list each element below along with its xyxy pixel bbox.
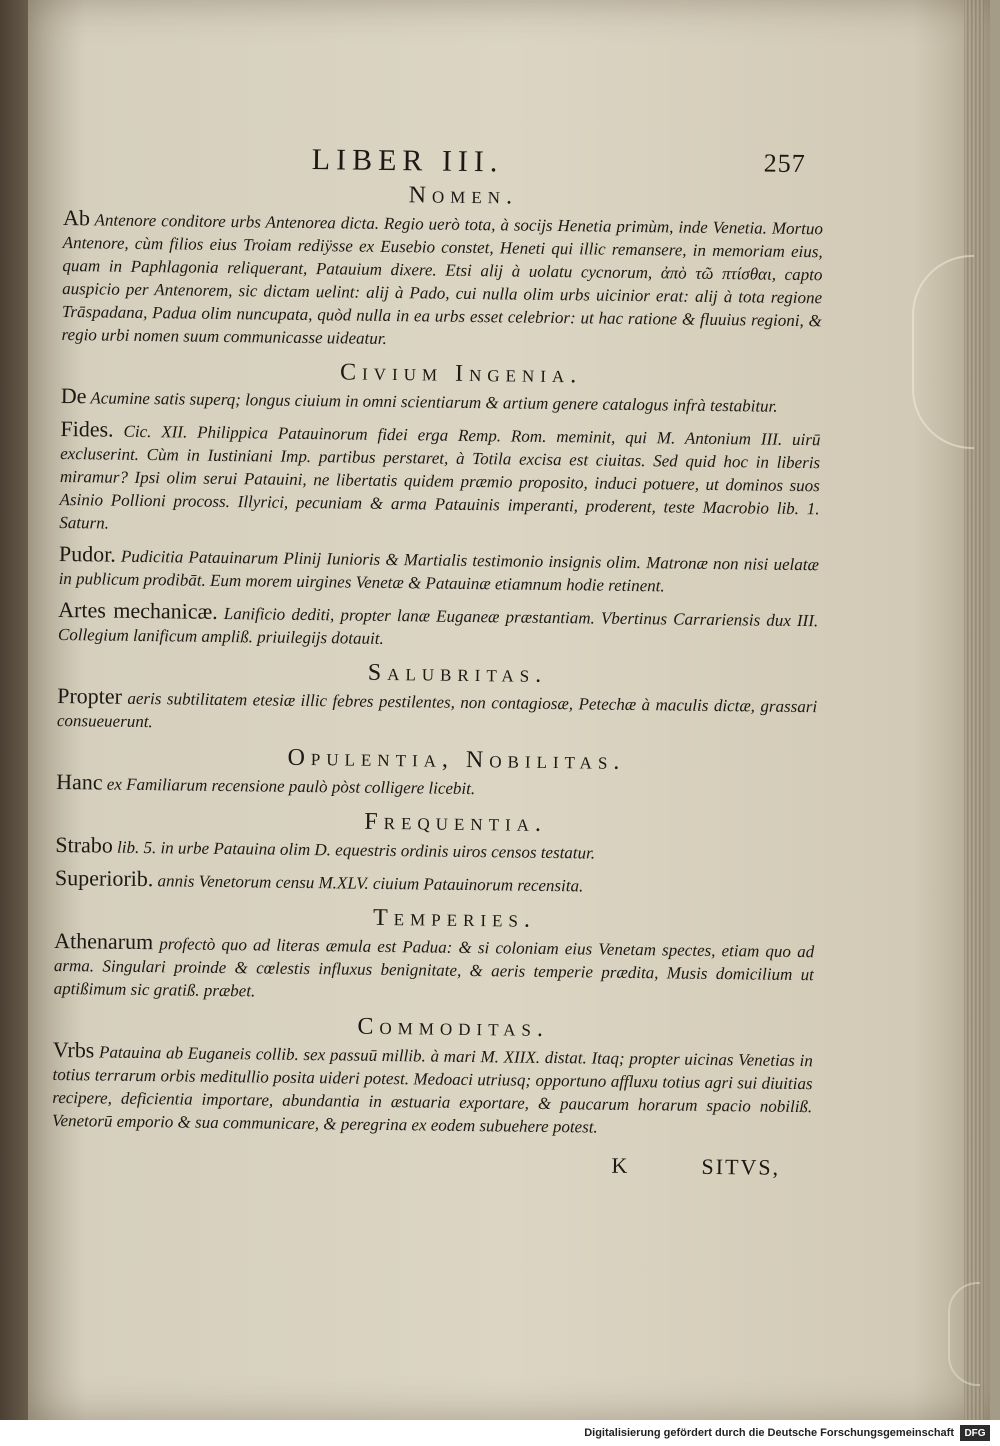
paragraph-lead-word: De — [60, 382, 87, 409]
digitization-footer — [0, 1420, 1000, 1446]
page-edge — [964, 0, 984, 1420]
paragraph-text: Patauina ab Euganeis collib. sex passuū millib. à mari M. XIIX. distat. Itaq; propter uicinas Venetias in totius terrarum orbis meditullio posita uideri potest. Medoaci utriusq; opportuno affluxu totius agri sui diuitias recipere, deficientia importare, abundantia in æstuaria exportare, & paucarum horarum spacio nobiliß. Venetorū emporio & sua communicare, & peregrina ex eodem subuehere potest. — [51, 1042, 813, 1137]
paragraph-text: Pudicitia Patauinarum Plinij Iunioris & Martialis testimonio insignis olim. Matronæ non nisi uelatæ in publicum prodibāt. Eum morem uirgines Venetæ & Patauinæ etiamnum hodie retinent. — [58, 546, 819, 596]
paragraph — [61, 206, 823, 355]
paragraph — [57, 684, 818, 741]
paragraph-text: ex Familiarum recensione paulò pòst colligere licebit. — [102, 774, 476, 799]
section-heading: Commoditas. — [357, 1013, 550, 1042]
paragraph-text: Acumine satis superq; longus ciuium in omni scientiarum & artium genere catalogus infrà testabitur. — [86, 388, 778, 416]
paragraph-text: lib. 5. in urbe Patauina olim D. equestris ordinis uiros censos testatur. — [112, 837, 596, 863]
catchword: SITVS, — [701, 1153, 781, 1180]
paragraph-lead-word: Strabo — [55, 831, 113, 858]
section-heading: Civium Ingenia. — [339, 359, 583, 389]
paragraph-text: Antenore conditore urbs Antenorea dicta. Regio uerò tota, à socijs Henetia primùm, inde Venetia. Mortuo Antenore, cùm filios eius Troiam rediÿsse ex Eusebio constet, Heneti qui illic remansere, in memoriam eius, quam in Paphlagonia reliquerant, Patauium dixere. Etsi alij à uolatu cycnorum, ἀπὸ τῶ πτίσθαι, capto auspicio per Antenorem, sic dictam uelint: alij à Pado, cui nulla olim urbs uicinior erat: alij à tota regione Trāspadana, Padua olim nuncupata, quòd nulla in ea urbs esset celebrior: ut hac ratione & fluuius regioni, & regio urbi nomen suum communicasse uideatur. — [61, 210, 824, 348]
paragraph-lead-word: Pudor. — [58, 540, 116, 567]
page-text — [51, 140, 824, 1185]
paragraph-lead-word: Propter — [57, 682, 123, 709]
paragraph — [52, 1038, 813, 1141]
page-clip-top — [912, 255, 974, 449]
signature-mark: K — [611, 1152, 628, 1178]
section-heading: Salubritas. — [367, 659, 548, 688]
page-number: 257 — [763, 148, 806, 179]
paragraph-lead-word: Fides. — [60, 415, 114, 442]
paragraph-lead-word: Ab — [62, 204, 91, 231]
paragraph — [59, 417, 820, 543]
paragraph-text: annis Venetorum censu M.XLV. ciuium Patauinorum recensita. — [153, 871, 584, 896]
paragraph-lead-word: Hanc — [56, 768, 103, 795]
dfg-logo: DFG — [960, 1425, 990, 1441]
funding-credit: Digitalisierung gefördert durch die Deutsche Forschungsgemeinschaft — [584, 1427, 954, 1439]
paragraph — [58, 598, 819, 655]
paragraph-lead-word: Artes mechanicæ. — [58, 596, 218, 624]
running-title: LIBER III. — [311, 143, 504, 179]
paragraph-lead-word: Vrbs — [52, 1036, 95, 1063]
section-heading: Temperies. — [372, 904, 537, 933]
paragraph — [59, 542, 820, 599]
section-heading: Frequentia. — [364, 808, 548, 837]
section-heading: Nomen. — [408, 182, 519, 210]
section-heading: Opulentia, Nobilitas. — [287, 744, 626, 775]
paragraph-lead-word: Superiorib. — [54, 864, 154, 892]
paragraph-text: profectò quo ad literas æmula est Padua: & si coloniam eius Venetam spectes, etiam quo ad arma. Singulari proinde & cœlestis influxus benignitate, & aeris temperie prædita, Musis domicilium ut aptißimum sic gratiß. præbet. — [53, 934, 815, 1001]
page-clip-bottom — [948, 1282, 980, 1386]
paragraph-text: aeris subtilitatem etesiæ illic febres pestilentes, non contagiosæ, Petechæ à maculis dictæ, grassari consueuerunt. — [56, 688, 818, 732]
paragraph-text: Cic. XII. Philippica Patauinorum fidei erga Remp. Rom. meminit, qui M. Antonium III. uirū excluserint. Cùm in Iustiniani Imp. partibus perstaret, à Totila excisa est ciuitas. Sed quid hoc in liberis miramur? Ipsi olim serui Patauini, ne libertatis quidem præmio proposito, induci potuere, ut dominos suos Asinio Pollioni procoss. Illyrici, pecuniam & arma Patauinis imperanti, proderent, teste Macrobio lib. 1. Saturn. — [59, 421, 821, 533]
paragraph — [53, 929, 814, 1009]
paragraph — [55, 866, 815, 900]
paragraph-lead-word: Athenarum — [54, 927, 154, 955]
sections — [52, 176, 824, 1141]
paragraph-text: Lanificio dediti, propter lanæ Euganeæ præstantiam. Vbertinus Carrariensis dux III. Collegium lanificum ampliß. priuilegijs dotauit. — [57, 603, 819, 648]
